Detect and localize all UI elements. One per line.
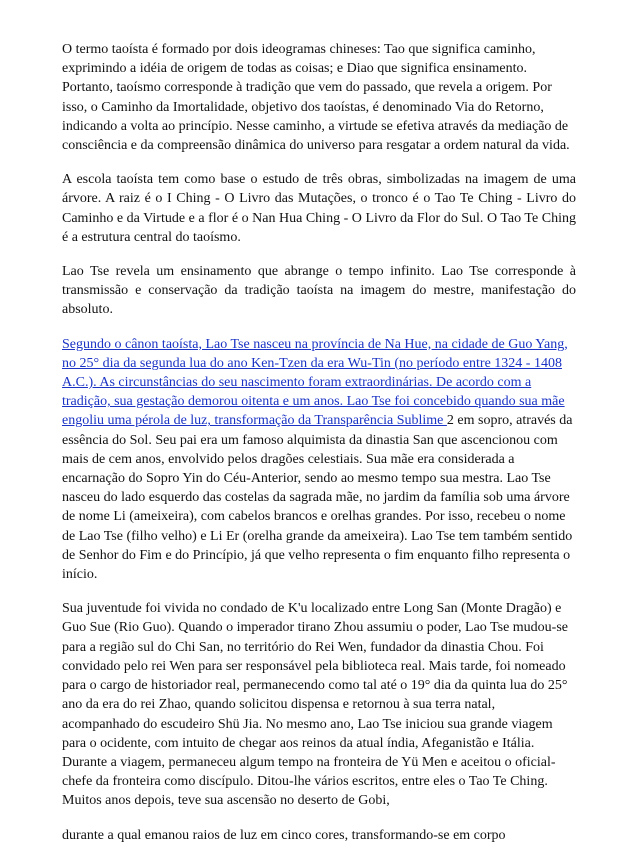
paragraph-lao-tse-youth: Sua juventude foi vivida no condado de K'u localizado entre Long San (Monte Dragão) e Guo Sue (Rio Guo). Quando o imperador tirano Zhou assumiu o poder, Lao Tse mudou-se para a região sul do Chi San, no território do Rei Wen, fundador da dinastia Chou. Foi convidado pelo rei Wen para ser responsável pela biblioteca real. Mais tarde, foi nomeado para o cargo de historiador real, permanecendo como tal até o 19° dia da quinta lua do 25° ano da era do rei Zhao, quando solicitou dispensa e retornou à sua terra natal, acompanhado do escudeiro Shü Jia. No mesmo ano, Lao Tse iniciou sua grande viagem para o ocidente, com intuito de chegar aos reinos da atual índia, Afeganistão e Itália. Durante a viagem, permaneceu algum tempo na fronteira de Yü Men e aceitou o oficial-chefe da fronteira como discípulo. Ditou-lhe vários escritos, entre eles o Tao Te Ching. Muitos anos depois, teve sua ascensão no deserto de Gobi, — [62, 601, 569, 809]
document-page — [62, 40, 576, 860]
paragraph-lao-tse-birth — [62, 335, 576, 585]
paragraph-lao-tse-teaching: Lao Tse revela um ensinamento que abrange o tempo infinito. Lao Tse corresponde à transmissão e conservação da tradição taoísta na imagem do mestre, manifestação do absoluto. — [62, 264, 576, 318]
paragraph-taoist-school: A escola taoísta tem como base o estudo de três obras, simbolizadas na imagem de uma árvore. A raiz é o I Ching - O Livro das Mutações, o tronco é o Tao Te Ching - Livro do Caminho e da Virtude e a flor é o Nan Hua Ching - O Livro da Flor do Sul. O Tao Te Ching é a estrutura central do taoísmo. — [62, 172, 576, 245]
canon-taoist-link[interactable]: Segundo o cânon taoísta, Lao Tse nasceu na província de Na Hue, na cidade de Guo Yang, no 25° dia da segunda lua do ano Ken-Tzen da era Wu-Tin (no período entre 1324 - 1408 A.C.). As circunstâncias do seu nascimento foram extraordinárias. De acordo com a tradição, sua gestação demorou oitenta e um anos. Lao Tse foi concebido quando sua mãe engoliu uma pérola de luz, transformação da Transparência Sublime — [62, 336, 568, 429]
paragraph-lao-tse-birth-text: 2 em sopro, através da essência do Sol. Seu pai era um famoso alquimista da dinastia San que ascencionou com mais de cem anos, envolvido pelos dragões celestiais. Sua mãe era considerada a encarnação do Sopro Yin do Céu-Anterior, sendo ao mesmo tempo sua mestra. Lao Tse nasceu do lado esquerdo das costelas da sagrada mãe, no jardim da família sob uma árvore de nome Li (ameixeira), com cabelos brancos e orelhas grandes. Por isso, recebeu o nome de Lao Tse (filho velho) e Li Er (orelha grande da ameixeira). Lao Tse tem também sentido de Senhor do Fim e do Princípio, já que velho representa o fim enquanto filho representa o início. — [62, 413, 573, 583]
paragraph-ascension: durante a qual emanou raios de luz em cinco cores, transformando-se em corpo — [62, 827, 506, 843]
paragraph-term-taoist: O termo taoísta é formado por dois ideogramas chineses: Tao que significa caminho, exprimindo a idéia de origem de todas as coisas; e Diao que significa ensinamento. Portanto, taoísmo corresponde à tradição que vem do passado, que revela a origem. Por isso, o Caminho da Imortalidade, objetivo dos taoístas, é denominado Via do Retorno, indicando a volta ao princípio. Nesse caminho, a virtude se efetiva através da mediação de consciência e da compreensão dinâmica do universo para resgatar a ordem natural da vida. — [62, 42, 570, 154]
